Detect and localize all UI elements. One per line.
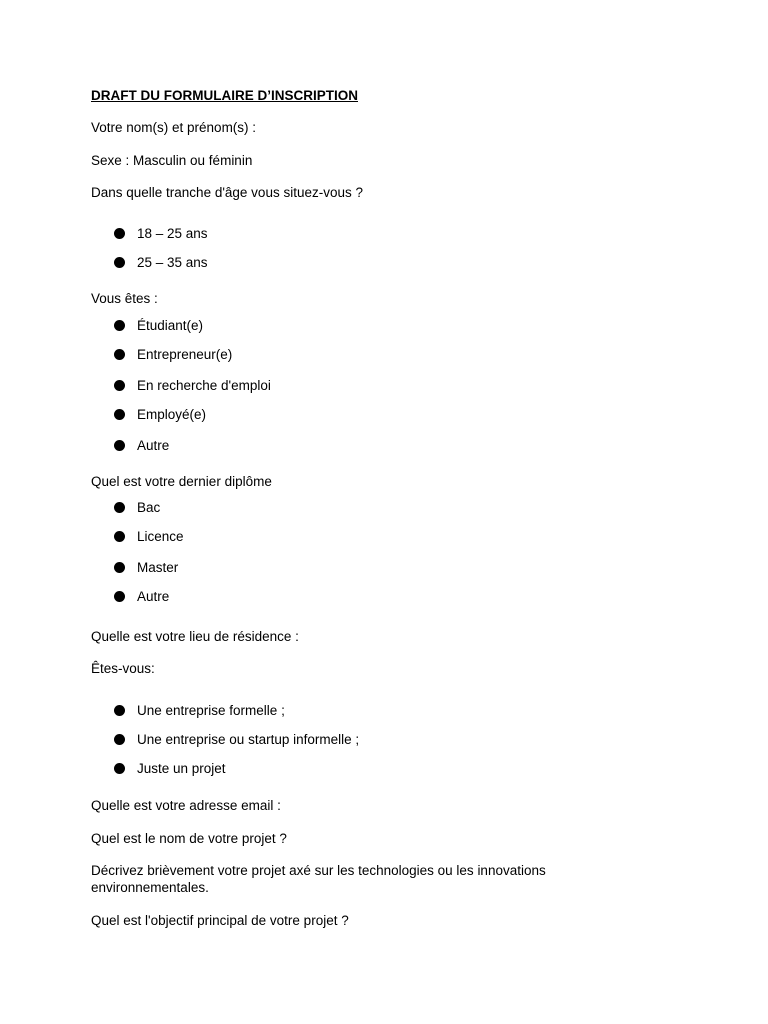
status-option-label: En recherche d'emploi: [137, 377, 271, 393]
age-option-label: 18 – 25 ans: [137, 225, 208, 241]
bullet-icon: [114, 562, 125, 573]
bullet-icon: [114, 380, 125, 391]
list-item: [114, 759, 226, 777]
question-diplome: Quel est votre dernier diplôme: [91, 474, 272, 489]
list-item: [114, 253, 208, 271]
diplome-option-label: Licence: [137, 528, 184, 544]
list-item: [114, 587, 169, 605]
list-item: [114, 316, 203, 334]
bullet-icon: [114, 257, 125, 268]
bullet-icon: [114, 440, 125, 451]
question-name: Votre nom(s) et prénom(s) :: [91, 120, 257, 135]
question-etes: Êtes-vous:: [91, 661, 155, 676]
etes-option-label: Juste un projet: [137, 760, 226, 776]
question-objectif: Quel est l'objectif principal de votre projet ?: [91, 913, 349, 928]
status-option-label: Autre: [137, 437, 170, 453]
bullet-icon: [114, 228, 125, 239]
etes-option-label: Une entreprise ou startup informelle ;: [137, 731, 360, 747]
bullet-icon: [114, 349, 125, 360]
diplome-option-label: Autre: [137, 588, 170, 604]
list-item: [114, 701, 285, 719]
question-sexe: Sexe : Masculin ou féminin: [91, 153, 253, 168]
list-item: [114, 527, 184, 545]
list-item: [114, 405, 206, 423]
age-option-label: 25 – 35 ans: [137, 254, 208, 270]
question-age: Dans quelle tranche d'âge vous situez-vous ?: [91, 185, 363, 200]
bullet-icon: [114, 409, 125, 420]
list-item: [114, 436, 169, 454]
bullet-icon: [114, 734, 125, 745]
list-item: [114, 345, 232, 363]
status-option-label: Employé(e): [137, 406, 207, 422]
question-email: Quelle est votre adresse email :: [91, 798, 281, 813]
list-item: [114, 498, 160, 516]
list-item: [114, 730, 359, 748]
bullet-icon: [114, 591, 125, 602]
etes-option-label: Une entreprise formelle ;: [137, 702, 285, 718]
question-residence: Quelle est votre lieu de résidence :: [91, 629, 299, 644]
question-projet-nom: Quel est le nom de votre projet ?: [91, 831, 287, 846]
bullet-icon: [114, 531, 125, 542]
list-item: [114, 376, 271, 394]
status-option-label: Entrepreneur(e): [137, 346, 233, 362]
document-title: DRAFT DU FORMULAIRE D’INSCRIPTION: [91, 88, 358, 103]
bullet-icon: [114, 763, 125, 774]
list-item: [114, 558, 178, 576]
bullet-icon: [114, 705, 125, 716]
list-item: [114, 224, 208, 242]
diplome-option-label: Bac: [137, 499, 161, 515]
bullet-icon: [114, 320, 125, 331]
question-status: Vous êtes :: [91, 291, 158, 306]
diplome-option-label: Master: [137, 559, 179, 575]
status-option-label: Étudiant(e): [137, 317, 204, 333]
question-projet-description: Décrivez brièvement votre projet axé sur les technologies ou les innovations environnementales.: [91, 863, 546, 895]
bullet-icon: [114, 502, 125, 513]
